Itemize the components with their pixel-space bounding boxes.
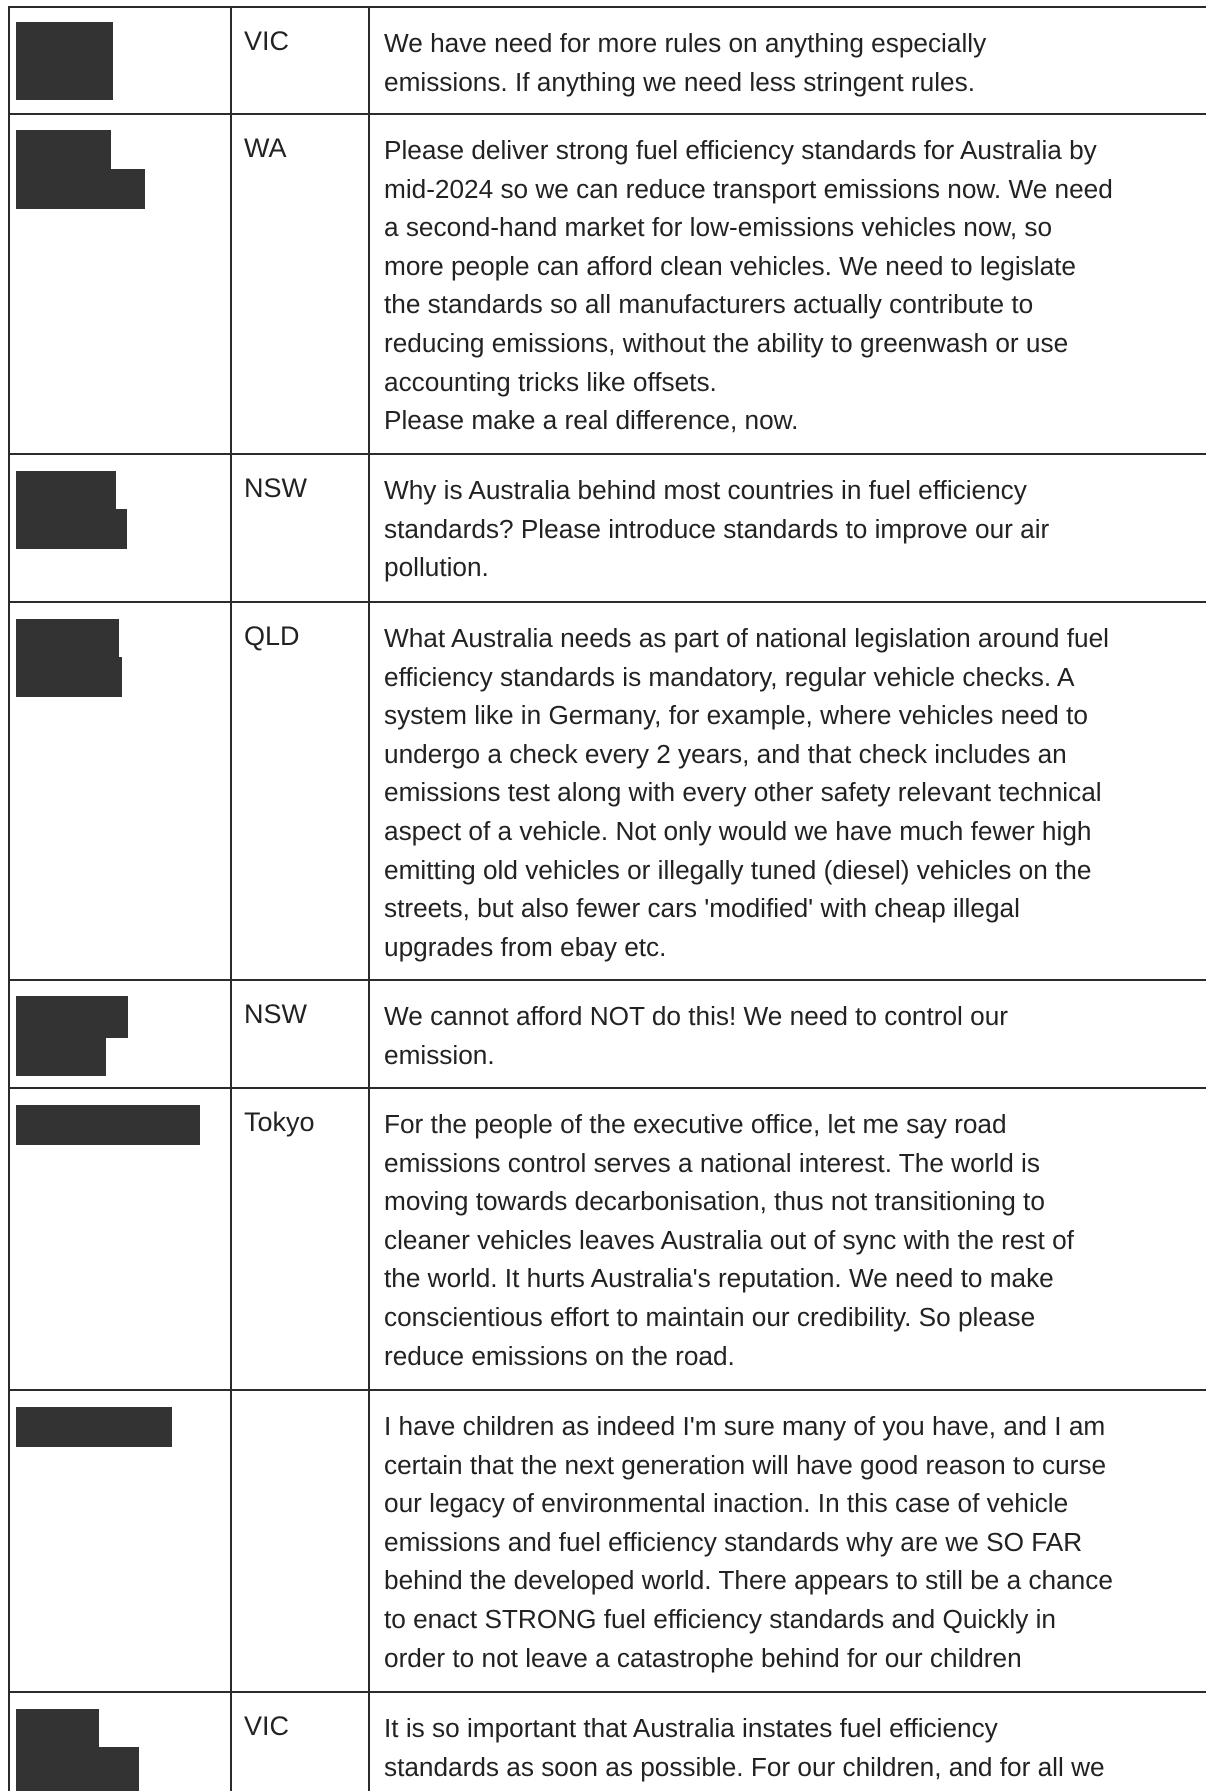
- state-label: QLD: [244, 621, 300, 651]
- comment-cell: [368, 1693, 1206, 1791]
- comment-text: It is so important that Australia instates fuel efficiency standards as soon as possible. For our children, and for all we: [384, 1713, 1105, 1782]
- comment-text: I have children as indeed I'm sure many of you have, and I am certain that the next generation will have good reason to curse our legacy of environmental inaction. In this case of vehicle emissions and fuel efficiency standards why are we SO FAR behind the developed world. There appears to still be a chance to enact STRONG fuel efficiency standards and Quickly in order to not leave a catastrophe behind for our children: [384, 1411, 1113, 1673]
- state-label: NSW: [244, 999, 307, 1029]
- name-cell: [8, 1089, 230, 1391]
- submissions-table: [8, 0, 1206, 1789]
- state-cell: [230, 981, 368, 1089]
- comment-cell: [368, 1391, 1206, 1693]
- redaction-block: [16, 1709, 99, 1749]
- redaction-block: [16, 657, 122, 697]
- table-row: [8, 1691, 1206, 1791]
- comment-text: Please deliver strong fuel efficiency standards for Australia by mid-2024 so we can reduce transport emissions now. We need a second-hand market for low-emissions vehicles now, so more people can afford clean vehicles. We need to legislate the standards so all manufacturers actually contribute to reducing emissions, without the ability to greenwash or use accounting tricks like offsets. Please make a real difference, now.: [384, 135, 1113, 436]
- redaction-block: [16, 1105, 200, 1145]
- comment-text: For the people of the executive office, let me say road emissions control serves a national interest. The world is moving towards decarbonisation, thus not transitioning to cleaner vehicles leaves Australia out of sync with the rest of the world. It hurts Australia's reputation. We need to make conscientious effort to maintain our credibility. So please reduce emissions on the road.: [384, 1109, 1074, 1371]
- state-cell: [230, 1391, 368, 1693]
- redaction-block: [16, 22, 113, 100]
- name-cell: [8, 8, 230, 114]
- table-row: [8, 1389, 1206, 1693]
- state-label: VIC: [244, 1711, 290, 1741]
- state-cell: [230, 115, 368, 455]
- comment-cell: [368, 603, 1206, 981]
- state-label: NSW: [244, 473, 307, 503]
- state-cell: [230, 1089, 368, 1391]
- table-row: [8, 601, 1206, 981]
- comment-text: Why is Australia behind most countries in fuel efficiency standards? Please introduce standards to improve our air pollution.: [384, 475, 1050, 583]
- comment-cell: [368, 115, 1206, 455]
- table-row: [8, 453, 1206, 603]
- comment-cell: [368, 455, 1206, 603]
- state-cell: [230, 455, 368, 603]
- redaction-block: [16, 619, 119, 659]
- table-row: [8, 979, 1206, 1089]
- redaction-block: [16, 1407, 172, 1447]
- table-row: [8, 1087, 1206, 1391]
- name-cell: [8, 1693, 230, 1791]
- comment-cell: [368, 981, 1206, 1089]
- redaction-block: [16, 996, 128, 1038]
- redaction-block: [16, 471, 116, 511]
- comment-text: What Australia needs as part of national legislation around fuel efficiency standards is mandatory, regular vehicle checks. A system like in Germany, for example, where vehicles need to undergo a check every 2 years, and that check includes an emissions test along with every other safety relevant technical aspect of a vehicle. Not only would we have much fewer high emitting old vehicles or illegally tuned (diesel) vehicles on the streets, but also fewer cars 'modified' with cheap illegal upgrades from ebay etc.: [384, 623, 1109, 962]
- state-label: WA: [244, 133, 287, 163]
- comment-cell: [368, 8, 1206, 114]
- state-label: Tokyo: [244, 1107, 315, 1137]
- state-cell: [230, 1693, 368, 1791]
- redaction-block: [16, 169, 145, 209]
- name-cell: [8, 115, 230, 455]
- name-cell: [8, 1391, 230, 1693]
- comment-text: We have need for more rules on anything especially emissions. If anything we need less stringent rules.: [384, 28, 987, 97]
- name-cell: [8, 603, 230, 981]
- table-row: [8, 6, 1206, 114]
- redaction-block: [16, 509, 127, 549]
- name-cell: [8, 981, 230, 1089]
- state-label: VIC: [244, 26, 290, 56]
- comment-text: We cannot afford NOT do this! We need to control our emission.: [384, 1001, 1008, 1070]
- redaction-block: [16, 1036, 106, 1076]
- redaction-block: [16, 130, 111, 170]
- name-cell: [8, 455, 230, 603]
- table-row: [8, 113, 1206, 455]
- state-cell: [230, 603, 368, 981]
- state-cell: [230, 8, 368, 114]
- comment-cell: [368, 1089, 1206, 1391]
- redaction-block: [16, 1747, 139, 1791]
